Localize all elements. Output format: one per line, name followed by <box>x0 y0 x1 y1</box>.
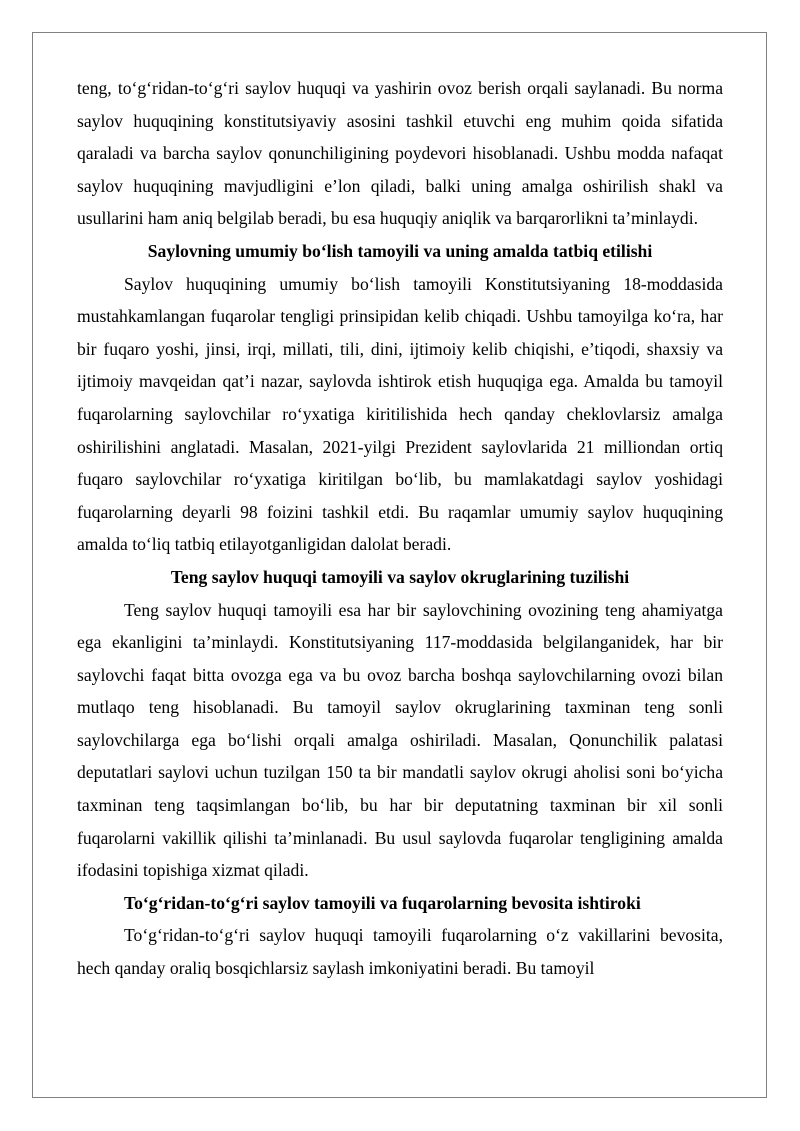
paragraph-universal-suffrage: Saylov huquqining umumiy bo‘lish tamoyili Konstitutsiyaning 18-moddasida mustahkamlangan fuqarolar tengligi prinsipidan kelib chiqadi. Ushbu tamoyilga ko‘ra, har bir fuqaro yoshi, jinsi, irqi, millati, tili, dini, ijtimoiy kelib chiqishi, e’tiqodi, shaxsiy va ijtimoiy mavqeidan qat’i nazar, saylovda ishtirok etish huquqiga ega. Amalda bu tamoyil fuqarolarning saylovchilar ro‘yxatiga kiritilishida hech qanday cheklovlarsiz amalga oshirilishini anglatadi. Masalan, 2021-yilgi Prezident saylovlarida 21 milliondan ortiq fuqaro saylovchilar ro‘yxatiga kiritilgan bo‘lib, bu mamlakatdagi saylov yoshidagi fuqarolarning deyarli 98 foizini tashkil etdi. Bu raqamlar umumiy saylov huquqining amalda to‘liq tatbiq etilayotganligidan dalolat beradi. <box>77 273 723 555</box>
paragraph-equal-suffrage: Teng saylov huquqi tamoyili esa har bir saylovchining ovozining teng ahamiyatga ega ekanligini ta’minlaydi. Konstitutsiyaning 117-moddasida belgilanganidek, har bir saylovchi faqat bitta ovozga ega va bu ovoz barcha boshqa saylovchilarning ovozi bilan mutlaqo teng hisoblanadi. Bu tamoyil saylov okruglarining taxminan teng sonli saylovchilarga ega bo‘lishi orqali amalga oshiriladi. Masalan, Qonunchilik palatasi deputatlari saylovi uchun tuzilgan 150 ta bir mandatli saylov okrugi aholisi soni bo‘yicha taxminan teng taqsimlangan bo‘lib, bu har bir deputatning taxminan bir xil sonli fuqarolarni vakillik qilishi ta’minlanadi. Bu usul saylovda fuqarolar tengligining amalda ifodasini topishiga xizmat qiladi. <box>77 599 723 881</box>
section-heading-universal-suffrage: Saylovning umumiy bo‘lish tamoyili va uning amalda tatbiq etilishi <box>147 240 653 261</box>
section-heading-equal-suffrage: Teng saylov huquqi tamoyili va saylov okruglarining tuzilishi <box>170 566 630 587</box>
paragraph-direct-suffrage: To‘g‘ridan-to‘g‘ri saylov huquqi tamoyili fuqarolarning o‘z vakillarini bevosita, hech qanday oraliq bosqichlarsiz saylash imkoniyatini beradi. Bu tamoyil <box>77 925 723 979</box>
section-heading-direct-suffrage: To‘g‘ridan-to‘g‘ri saylov tamoyili va fuqarolarning bevosita ishtiroki <box>124 892 641 913</box>
paragraph-intro: teng, to‘g‘ridan-to‘g‘ri saylov huquqi va yashirin ovoz berish orqali saylanadi. Bu norma saylov huquqining konstitutsiyaviy asosini tashkil etuvchi eng muhim qoida sifatida qaraladi va barcha saylov qonunchiligining poydevori hisoblanadi. Ushbu modda nafaqat saylov huquqining mavjudligini e’lon qiladi, balki uning amalga oshirilish shakl va usullarini ham aniq belgilab beradi, bu esa huquqiy aniqlik va barqarorlikni ta’minlaydi. <box>77 78 723 229</box>
document-body <box>77 72 723 985</box>
